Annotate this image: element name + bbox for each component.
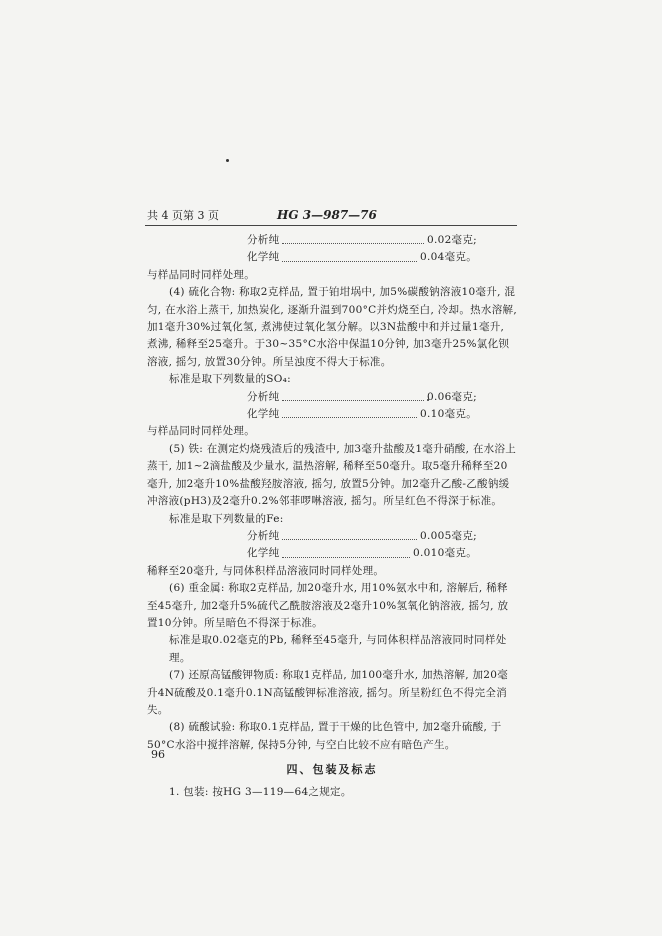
spec-value: 0.06毫克;	[426, 390, 477, 403]
paragraph: 标准是取下列数量的Fe:	[169, 512, 284, 525]
spec-grade: 分析纯	[247, 390, 280, 403]
dot-leader	[282, 232, 424, 244]
spec-value: 0.10毫克。	[420, 408, 477, 421]
paragraph: 与样品同时同样处理。	[147, 268, 255, 281]
spec-value: 0.005毫克;	[420, 529, 477, 542]
paragraph: (4) 硫化合物: 称取2克样品, 置于铂坩埚中, 加5%碳酸钠溶液10毫升, 混匀, 在水浴上蒸干, 加热炭化, 逐渐升温到700°C并灼烧至白, 冷却。热水溶解, 加1毫升30%过氧化氢, 煮沸使过氧化氢分解。以3N盐酸中和并过量1毫升, 煮沸, 稀释至25毫升。于30~35°C水浴中保温10分钟, 加3毫升25%氯化钡溶液, 摇匀, 放置30分钟。所呈浊度不得大于标准。	[147, 286, 517, 368]
spec-value: 0.010毫克。	[413, 547, 477, 560]
paragraph: 标准是取下列数量的SO₄:	[169, 373, 291, 386]
document-body	[147, 232, 517, 801]
paragraph: (7) 还原高锰酸钾物质: 称取1克样品, 加100毫升水, 加热溶解, 加20毫升4N硫酸及0.1毫升0.1N高锰酸钾标准溶液, 摇匀。所呈粉红色不得完全消失。	[147, 669, 509, 716]
spec-grade: 分析纯	[247, 234, 280, 246]
spec-line	[247, 389, 477, 406]
spec-line	[247, 232, 477, 249]
paragraph: (5) 铁: 在测定灼烧残渣后的残渣中, 加3毫升盐酸及1毫升硝酸, 在水浴上蒸干, 加1~2滴盐酸及少量水, 温热溶解, 稀释至50毫升。取5毫升稀释至20毫升, 加2毫升10%盐酸羟胺溶液, 摇匀, 放置5分钟。加2毫升乙酸-乙酸钠缓冲溶液(pH3)及2毫升0.2%邻菲啰啉溶液, 摇匀。所呈红色不得深于标准。	[147, 442, 517, 508]
spec-value: 0.02毫克;	[426, 234, 477, 246]
spec-grade: 分析纯	[247, 529, 280, 542]
spec-line	[247, 545, 477, 562]
paragraph: 标准是取0.02毫克的Pb, 稀释至45毫升, 与同体积样品溶液同时同样处理。	[169, 634, 507, 664]
dot-leader	[282, 249, 417, 261]
paragraph: 1. 包装: 按HG 3—119—64之规定。	[169, 785, 352, 798]
spec-grade: 化学纯	[247, 408, 280, 421]
spec-grade: 化学纯	[247, 251, 280, 264]
spec-line	[247, 528, 477, 545]
spec-value: 0.04毫克。	[420, 251, 477, 264]
spec-line	[247, 406, 477, 423]
paragraph: 稀释至20毫升, 与同体积样品溶液同时同样处理。	[147, 564, 385, 577]
page-header	[147, 207, 515, 223]
spec-line	[247, 249, 477, 266]
standard-code: HG 3—987—76	[277, 208, 377, 222]
paragraph: (8) 硫酸试验: 称取0.1克样品, 置于干燥的比色管中, 加2毫升硫酸, 于50°C水浴中搅拌溶解, 保持5分钟, 与空白比较不应有暗色产生。	[147, 721, 502, 751]
dot-leader	[282, 545, 410, 557]
section-heading: 四、包装及标志	[286, 763, 378, 777]
spec-grade: 化学纯	[247, 547, 280, 560]
header-rule	[145, 225, 517, 226]
dot-leader	[282, 389, 424, 401]
page-number: 96	[151, 748, 165, 761]
dot-leader	[282, 528, 417, 540]
paragraph: (6) 重金属: 称取2克样品, 加20毫升水, 用10%氨水中和, 溶解后, 稀释至45毫升, 加2毫升5%硫代乙酰胺溶液及2毫升10%氢氧化钠溶液, 摇匀, 放置10分钟。所呈暗色不得深于标准。	[147, 582, 509, 629]
dot-leader	[282, 406, 417, 418]
scan-speck	[226, 159, 229, 162]
page-info: 共 4 页第 3 页	[147, 209, 219, 222]
paragraph: 与样品同时同样处理。	[147, 425, 255, 438]
